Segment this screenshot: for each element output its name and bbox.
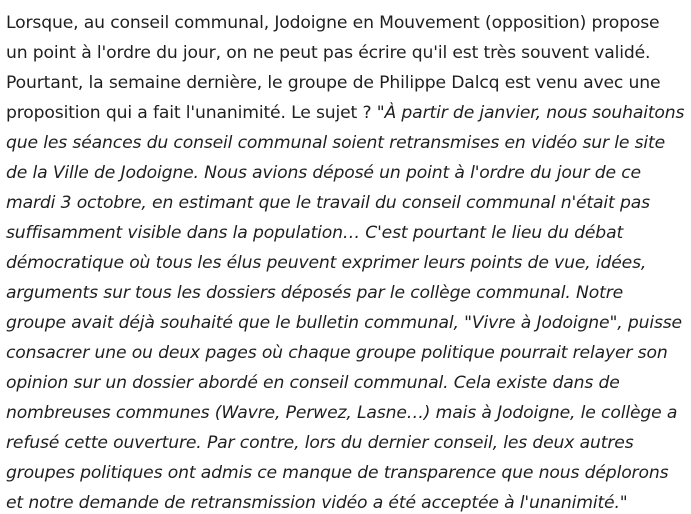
intro-text: Lorsque, au conseil communal, Jodoigne en Mouvement (opposition) propose un point à l'ordre du jour, on ne peut pas écrire qu'il est très souvent validé. Pourtant, la semaine dernière, le groupe de Philippe Dalcq est venu avec une proposition qui a fait l'unanimité. Le sujet ?	[6, 13, 661, 123]
article-paragraph	[6, 8, 685, 514]
quote-text: "À partir de janvier, nous souhaitons que les séances du conseil communal soient retransmises en vidéo sur le site de la Ville de Jodoigne. Nous avions déposé un point à l'ordre du jour de ce mardi 3 octobre, en estimant que le travail du conseil communal n'était pas suffisamment visible dans la population… C'est pourtant le lieu du débat démocratique où tous les élus peuvent exprimer leurs points de vue, idées, arguments sur tous les dossiers déposés par le collège communal. Notre groupe avait déjà souhaité que le bulletin communal, "Vivre à Jodoigne", puisse consacrer une ou deux pages où chaque groupe politique pourrait relayer son opinion sur un dossier abordé en conseil communal. Cela existe dans de nombreuses communes (Wavre, Perwez, Lasne…) mais à Jodoigne, le collège a refusé cette ouverture. Par contre, lors du dernier conseil, les deux autres groupes politiques ont admis ce manque de transparence que nous déplorons et notre demande de retransmission vidéo a été acceptée à l'unanimité."	[6, 103, 685, 513]
